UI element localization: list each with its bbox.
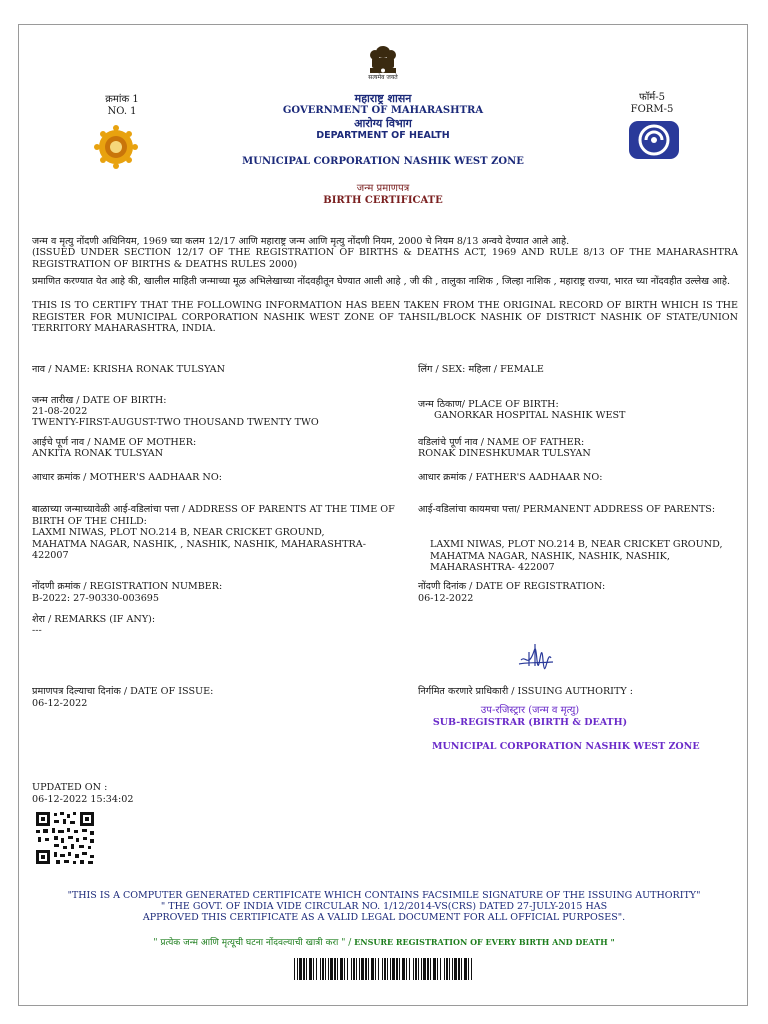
registration-date-label: नोंदणी दिनांक / DATE OF REGISTRATION: — [418, 581, 606, 592]
barcode-icon — [294, 958, 474, 980]
pob-value: GANORKAR HOSPITAL NASHIK WEST — [434, 410, 626, 421]
maharashtra-seal-icon — [88, 124, 144, 170]
sex-label: लिंग / SEX: — [418, 364, 466, 375]
authority-title-english: SUB-REGISTRAR (BIRTH & DEATH) — [432, 717, 628, 728]
father-label: वडिलांचे पूर्ण नाव / NAME OF FATHER: — [418, 437, 585, 448]
certify-marathi: प्रमाणित करण्यात येत आहे की, खालील माहिती जन्माच्या मूळ अभिलेखाच्या नोंदवहीतून घेण्यात आली आहे , जी की , तालुका नाशिक , जिल्हा नाशिक , महाराष्ट्र राज्या, भारत च्या नोंदवहीत उल्लेख आहे. — [32, 276, 731, 287]
form-marathi: फॉर्म-5 — [638, 92, 666, 103]
name-label: नाव / NAME: — [32, 364, 90, 375]
health-dept-logo-icon — [628, 120, 680, 160]
slogan-english: ENSURE REGISTRATION OF EVERY BIRTH AND DEATH " — [354, 937, 615, 947]
issuing-authority-label: निर्गमित करणारे प्राधिकारी / ISSUING AUTHORITY : — [418, 686, 633, 697]
issue-date-label: प्रमाणपत्र दिल्याचा दिनांक / DATE OF ISSUE: — [32, 686, 214, 697]
updated-on-label: UPDATED ON : — [32, 782, 108, 793]
issued-under-english: (ISSUED UNDER SECTION 12/17 OF THE REGISTRATION OF BIRTHS & DEATHS ACT, 1969 AND RULE 8/13 OF THE MAHARASHTRA REGISTRATION OF BIRTHS & DEATHS RULES 2000) — [32, 247, 738, 270]
certify-english: THIS IS TO CERTIFY THAT THE FOLLOWING INFORMATION HAS BEEN TAKEN FROM THE ORIGINAL RECORD OF BIRTH WHICH IS THE REGISTER FOR MUNICIPAL CORPORATION NASHIK WEST ZONE OF TAHSIL/BLOCK NASHIK OF DISTRICT NASHIK OF STATE/UNION TERRITORY MAHARASHTRA, INDIA. — [32, 300, 738, 334]
footer-slogan — [40, 936, 728, 949]
father-value: RONAK DINESHKUMAR TULSYAN — [418, 448, 591, 459]
dob-label: जन्म तारीख / DATE OF BIRTH: — [32, 395, 167, 406]
mother-aadhaar-label: आधार क्रमांक / MOTHER'S AADHAAR NO: — [32, 472, 222, 483]
registration-date-value: 06-12-2022 — [418, 593, 474, 604]
address-at-birth-value: LAXMI NIWAS, PLOT NO.214 B, NEAR CRICKET GROUND, MAHATMA NAGAR, NASHIK, , NASHIK, NASHIK, MAHARASHTRA- 422007 — [32, 527, 366, 561]
certificate-title-marathi: जन्म प्रमाणपत्र — [356, 183, 410, 194]
registration-number-label: नोंदणी क्रमांक / REGISTRATION NUMBER: — [32, 581, 223, 592]
number-marathi: क्रमांक 1 — [105, 94, 139, 105]
sex-row — [418, 364, 738, 376]
name-value: KRISHA RONAK TULSYAN — [92, 364, 225, 375]
govt-english: GOVERNMENT OF MAHARASHTRA — [282, 105, 484, 116]
form-english: FORM-5 — [630, 104, 674, 115]
number-english: NO. 1 — [107, 106, 137, 117]
certificate-title-english: BIRTH CERTIFICATE — [323, 195, 443, 206]
remarks-label: शेरा / REMARKS (IF ANY): — [32, 614, 156, 625]
govt-marathi: महाराष्ट्र शासन — [354, 92, 412, 105]
footer-line-3: APPROVED THIS CERTIFICATE AS A VALID LEGAL DOCUMENT FOR ALL OFFICIAL PURPOSES". — [142, 912, 626, 923]
dob-value: 21-08-2022 — [32, 406, 88, 417]
issue-date-value: 06-12-2022 — [32, 698, 88, 709]
permanent-address-label: आई-वडिलांचा कायमचा पत्ता/ PERMANENT ADDRESS OF PARENTS: — [418, 504, 716, 515]
mother-value: ANKITA RONAK TULSYAN — [32, 448, 164, 459]
address-at-birth-label: बाळाच्या जन्माच्यावेळी आई-वडिलांचा पत्ता / ADDRESS OF PARENTS AT THE TIME OF BIRTH OF THE CHILD: — [32, 504, 395, 527]
corporation-heading: MUNICIPAL CORPORATION NASHIK WEST ZONE — [242, 156, 524, 167]
registration-number-value: B-2022: 27-90330-003695 — [32, 593, 160, 604]
footer-line-2: " THE GOVT. OF INDIA VIDE CIRCULAR NO. 1/12/2014-VS(CRS) DATED 27-JULY-2015 HAS — [160, 901, 608, 912]
dept-english: DEPARTMENT OF HEALTH — [316, 130, 450, 141]
father-aadhaar-label: आधार क्रमांक / FATHER'S AADHAAR NO: — [418, 472, 603, 483]
footer-line-1: "THIS IS A COMPUTER GENERATED CERTIFICATE WHICH CONTAINS FACSIMILE SIGNATURE OF THE ISSUING AUTHORITY" — [67, 890, 701, 901]
name-row — [32, 364, 412, 376]
pob-label: जन्म ठिकाण/ PLACE OF BIRTH: — [418, 399, 559, 410]
emblem-motto: सत्यमेव जयते — [368, 74, 398, 81]
remarks-value: --- — [32, 625, 42, 636]
authority-title-marathi: उप-रजिस्ट्रार (जन्म व मृत्यु) — [480, 705, 580, 716]
authority-corporation: MUNICIPAL CORPORATION NASHIK WEST ZONE — [432, 741, 700, 752]
signature-icon — [515, 630, 555, 672]
issued-under-marathi: जन्म व मृत्यु नोंदणी अधिनियम, 1969 च्या कलम 12/17 आणि महाराष्ट्र जन्म आणि मृत्यु नोंदणी नियम, 2000 चे नियम 8/13 अन्वये देण्यात आले आहे. — [32, 236, 570, 247]
slogan-marathi: " प्रत्येक जन्म आणि मृत्यूची घटना नोंदवल्याची खात्री करा " / — [153, 938, 352, 948]
dept-marathi: आरोग्य विभाग — [354, 117, 412, 130]
mother-label: आईचे पूर्ण नाव / NAME OF MOTHER: — [32, 437, 197, 448]
sex-value: महिला / FEMALE — [468, 364, 544, 375]
permanent-address-value: LAXMI NIWAS, PLOT NO.214 B, NEAR CRICKET GROUND, MAHATMA NAGAR, NASHIK, NASHIK, NASHIK, MAHARASHTRA- 422007 — [430, 539, 723, 573]
qr-code-icon — [34, 810, 96, 866]
dob-words: TWENTY-FIRST-AUGUST-TWO THOUSAND TWENTY TWO — [32, 417, 319, 428]
updated-on-value: 06-12-2022 15:34:02 — [32, 794, 134, 805]
